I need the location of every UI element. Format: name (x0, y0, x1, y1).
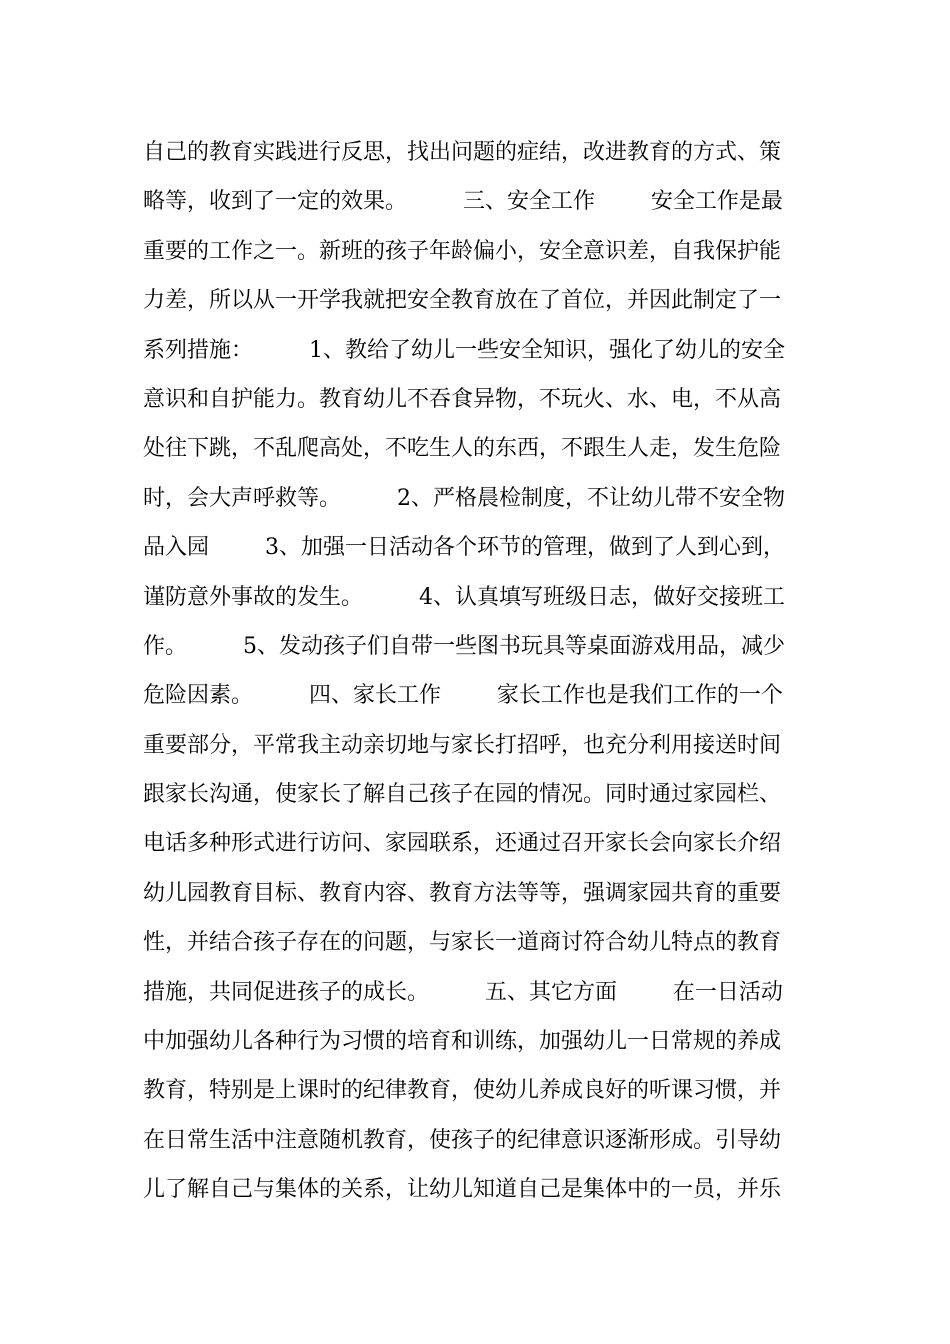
text-line: 谨防意外事故的发生。 4、认真填写班级日志，做好交接班工 (143, 584, 785, 610)
text-line: 教育，特别是上课时的纪律教育，使幼儿养成良好的听课习惯，并 (143, 1078, 782, 1104)
text-line: 儿了解自己与集体的关系，让幼儿知道自己是集体中的一员，并乐 (143, 1177, 782, 1203)
text-line: 跟家长沟通，使家长了解自己孩子在园的情况。同时通过家园栏、 (143, 782, 782, 808)
text-line: 性，并结合孩子存在的问题，与家长一道商讨符合幼儿特点的教育 (143, 930, 782, 956)
text-line: 在日常生活中注意随机教育，使孩子的纪律意识逐渐形成。引导幼 (143, 1127, 782, 1153)
text-line: 中加强幼儿各种行为习惯的培育和训练，加强幼儿一日常规的养成 (143, 1029, 782, 1055)
text-line: 危险因素。 四、家长工作 家长工作也是我们工作的一个 (143, 683, 783, 709)
text-line: 自己的教育实践进行反思，找出问题的症结，改进教育的方式、策 (143, 140, 782, 165)
body-text (143, 128, 823, 1215)
text-line: 品入园 3、加强一日活动各个环节的管理，做到了人到心到， (143, 535, 785, 561)
text-line: 时，会大声呼救等。 2、严格晨检制度，不让幼儿带不安全物 (143, 485, 785, 511)
text-line: 意识和自护能力。教育幼儿不吞食异物，不玩火、水、电，不从高 (143, 386, 782, 412)
text-line: 措施，共同促进孩子的成长。 五、其它方面 在一日活动 (143, 979, 783, 1005)
text-line: 幼儿园教育目标、教育内容、教育方法等等，强调家园共育的重要 (143, 880, 782, 906)
text-line: 作。 5、发动孩子们自带一些图书玩具等桌面游戏用品，减少 (143, 633, 785, 659)
text-line: 重要部分，平常我主动亲切地与家长打招呼，也充分利用接送时间 (143, 732, 782, 758)
text-line: 重要的工作之一。新班的孩子年龄偏小，安全意识差，自我保护能 (143, 238, 782, 264)
text-line: 略等，收到了一定的效果。 三、安全工作 安全工作是最 (143, 189, 783, 215)
text-line: 系列措施： 1、教给了幼儿一些安全知识，强化了幼儿的安全 (143, 337, 785, 363)
text-line: 电话多种形式进行访问、家园联系，还通过召开家长会向家长介绍 (143, 831, 782, 857)
text-line: 处往下跳，不乱爬高处，不吃生人的东西，不跟生人走，发生危险 (143, 436, 782, 462)
text-line: 力差，所以从一开学我就把安全教育放在了首位，并因此制定了一 (143, 288, 782, 314)
